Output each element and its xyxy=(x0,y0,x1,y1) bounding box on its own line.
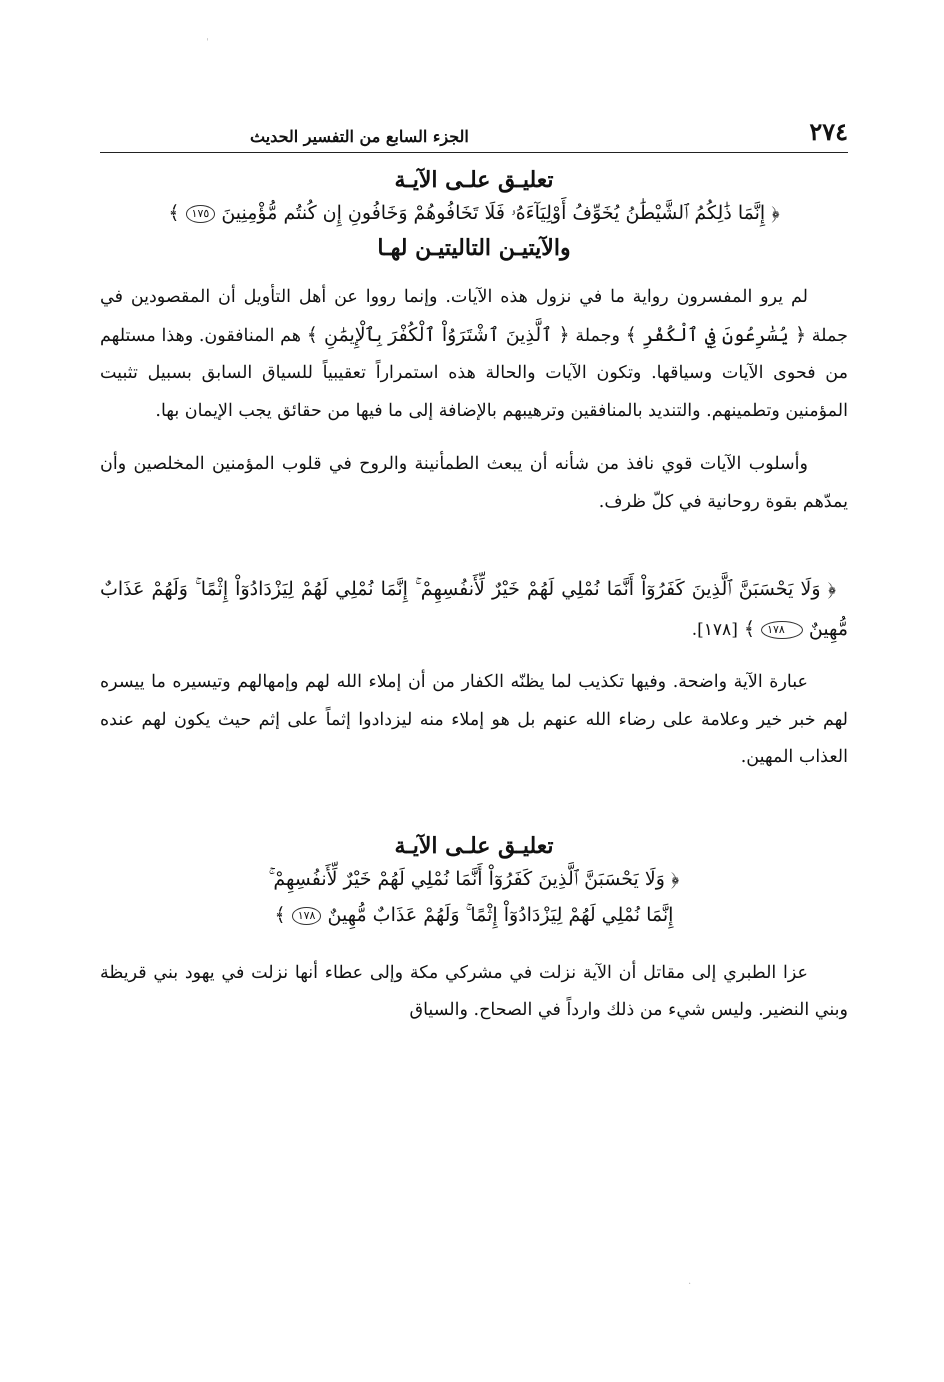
ornate-bracket-close: ﴾ xyxy=(743,618,756,640)
page-header xyxy=(100,118,848,153)
running-title: الجزء السابع من التفسير الحديث xyxy=(250,127,469,146)
paragraph-3: عبارة الآية واضحة. وفيها تكذيب لما يظنّه الكفار من أن إملاء الله لهم وإمهالهم وتيسيره ما ييسره لهم خبر خير وعلامة على رضاء الله عنهم بل هو إملاء منه ليزدادوا إثماً على إثم حيث يكون لهم عنده العذاب المهين. xyxy=(100,672,848,767)
quran-verse xyxy=(100,195,848,231)
scan-mark: ˈ xyxy=(206,38,209,49)
ornate-bracket-open: ﴿ xyxy=(827,578,836,600)
paragraph-1 xyxy=(100,279,848,430)
ayah-number-marker: ١٧٥ xyxy=(186,205,216,223)
section-1 xyxy=(100,167,848,261)
quran-verse-178 xyxy=(100,569,848,650)
inline-quote: ﴿ يُسَٰرِعُونَ فِي ٱلْكُفْرِ ﴾ xyxy=(625,323,807,346)
section-2 xyxy=(100,833,848,933)
section-title: تعليـق علـى الآيـة xyxy=(394,167,554,193)
section-title: تعليـق علـى الآيـة xyxy=(394,832,554,859)
quran-verse-line xyxy=(100,897,848,933)
ornate-bracket-open: ﴿ xyxy=(670,867,680,890)
verse-text: وَلَا يَحْسَبَنَّ ٱلَّذِينَ كَفَرُوٓاْ أَنَّمَا نُمْلِي لَهُمْ خَيْرٌ لِّأَنفُسِهِمْ ۚ xyxy=(268,867,665,890)
paragraph-2: وأسلوب الآيات قوي نافذ من شأنه أن يبعث الطمأنينة والروح في قلوب المؤمنين المخلصين وأن يمدّهم بقوة روحانية في كلّ ظرف. xyxy=(100,454,848,512)
section-subtitle: والآيتيـن التاليتيـن لهـا xyxy=(377,235,571,261)
ayah-number-marker: ١٧٨ xyxy=(292,907,322,925)
ornate-bracket-close: ﴾ xyxy=(274,903,286,926)
page xyxy=(100,118,848,1030)
verse-reference: [١٧٨]. xyxy=(691,620,738,640)
quote-text: ٱلَّذِينَ ٱشْتَرَوُاْ ٱلْكُفْرَ بِٱلْإِيمَٰنِ xyxy=(324,323,553,346)
verse-text: وَلَا يَحْسَبَنَّ ٱلَّذِينَ كَفَرُوٓاْ أَنَّمَا نُمْلِي لَهُمْ خَيْرٌ لِّأَنفُسِهِمْ ۚ إِنَّمَا نُمْلِي لَهُمْ لِيَزْدَادُوٓاْ إِثْمًا ۚ وَلَهُمْ عَذَابٌ مُّهِينٌ xyxy=(100,578,848,640)
paragraph-text xyxy=(100,279,848,430)
ornate-bracket-close: ﴾ xyxy=(168,202,180,224)
ornate-bracket-open: ﴿ xyxy=(771,202,780,224)
text-segment: هم المنافقون. وهذا مستلهم من فحوى الآيات وسياقها. وتكون الآيات والحالة هذه استمراراً تعقيبياً للسياق السابق بسبيل تثبيت المؤمنين وتطمينهم. والتنديد بالمنافقين وترهيبهم بالإضافة إلى ما فيها من حقائق يجب الإيمان بها. xyxy=(100,325,848,421)
verse-text: إِنَّمَا ذَٰلِكُمُ ٱلشَّيْطَٰنُ يُخَوِّفُ أَوْلِيَآءَهُۥ فَلَا تَخَافُوهُمْ وَخَافُونِ إِن كُنتُم مُّؤْمِنِينَ xyxy=(221,202,766,224)
verse-text: إِنَّمَا نُمْلِي لَهُمْ لِيَزْدَادُوٓاْ إِثْمًا ۚ وَلَهُمْ عَذَابٌ مُّهِينٌ xyxy=(327,903,674,926)
inline-quote: ﴿ ٱلَّذِينَ ٱشْتَرَوُاْ ٱلْكُفْرَ بِٱلْإِيمَٰنِ ﴾ xyxy=(306,323,570,346)
paragraph-4: عزا الطبري إلى مقاتل أن الآية نزلت في مشركي مكة وإلى عطاء أنها نزلت في يهود بني قريظة وبني النضير. وليس شيء من ذلك وارداً في الصحاح. والسياق xyxy=(100,962,848,1020)
quran-verse-line xyxy=(100,861,848,897)
ayah-number-marker: ١٧٨ xyxy=(761,621,803,639)
text-segment: وجملة xyxy=(575,325,620,346)
text-segment: لم يرو المفسرون رواية ما في نزول هذه الآيات. وإنما رووا عن أهل التأويل أن المقصودين في جملة xyxy=(100,287,848,346)
quote-text: يُسَٰرِعُونَ فِي ٱلْكُفْرِ xyxy=(642,323,789,346)
page-number: ٢٧٤ xyxy=(809,117,848,146)
scan-mark: . xyxy=(688,1276,692,1287)
